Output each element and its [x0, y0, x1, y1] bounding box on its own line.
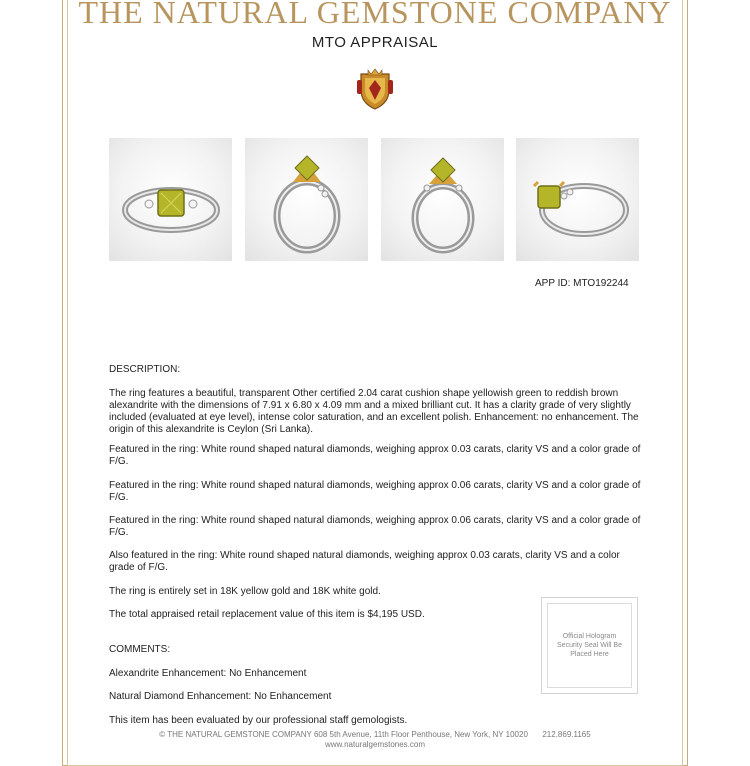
- company-name: THE NATURAL GEMSTONE COMPANY: [78, 0, 672, 30]
- footer-phone: 212.869.1165: [542, 730, 591, 739]
- app-id: [535, 278, 629, 289]
- ring-photo-front[interactable]: [109, 138, 232, 261]
- ring-photo-profile[interactable]: [381, 138, 504, 261]
- app-id-label: APP ID:: [535, 278, 571, 289]
- ring-photo-side-gold[interactable]: [245, 138, 368, 261]
- footer-company: © THE NATURAL GEMSTONE COMPANY: [159, 730, 312, 739]
- comment-line: Natural Diamond Enhancement: No Enhancement: [109, 691, 332, 702]
- footer-address: 608 5th Avenue, 11th Floor Penthouse, New York, NY 10020: [313, 730, 528, 739]
- description-paragraph: Featured in the ring: White round shaped natural diamonds, weighing approx 0.06 carats, clarity VS and a color grade of F/G.: [109, 515, 641, 538]
- description-paragraph: Also featured in the ring: White round shaped natural diamonds, weighing approx 0.03 carats, clarity VS and a color grade of F/G.: [109, 550, 620, 573]
- description-paragraph: Featured in the ring: White round shaped natural diamonds, weighing approx 0.06 carats, clarity VS and a color grade of F/G.: [109, 480, 641, 503]
- seal-text: Official Hologram Security Seal Will Be Placed Here: [557, 633, 622, 658]
- comment-line: Alexandrite Enhancement: No Enhancement: [109, 668, 307, 679]
- description-paragraph: The ring features a beautiful, transparent Other certified 2.04 carat cushion shape yellowish green to reddish brown alexandrite with the dimensions of 7.91 x 6.80 x 4.09 mm and a mixed brilliant cut. It has a clarity grade of very slightly included (evaluated at eye level), intense color saturation, and an excellent polish. Enhancement: no enhancement. The origin of this alexandrite is Ceylon (Sri Lanka).: [109, 388, 639, 435]
- hologram-seal-placeholder: [541, 597, 638, 694]
- company-crest-icon: [356, 68, 394, 110]
- appraised-value: The total appraised retail replacement value of this item is $4,195 USD.: [109, 609, 425, 620]
- ring-photo-angle[interactable]: [516, 138, 639, 261]
- comment-line: This item has been evaluated by our professional staff gemologists.: [109, 715, 408, 726]
- page-footer: [0, 730, 750, 750]
- description-heading: DESCRIPTION:: [109, 364, 181, 375]
- metal-description: The ring is entirely set in 18K yellow gold and 18K white gold.: [109, 586, 381, 597]
- comments-heading: COMMENTS:: [109, 644, 171, 655]
- document-title: MTO APPRAISAL: [311, 34, 439, 51]
- description-paragraph: Featured in the ring: White round shaped natural diamonds, weighing approx 0.03 carats, clarity VS and a color grade of F/G.: [109, 444, 641, 467]
- app-id-value: MTO192244: [573, 278, 629, 289]
- footer-website[interactable]: www.naturalgemstones.com: [324, 740, 426, 749]
